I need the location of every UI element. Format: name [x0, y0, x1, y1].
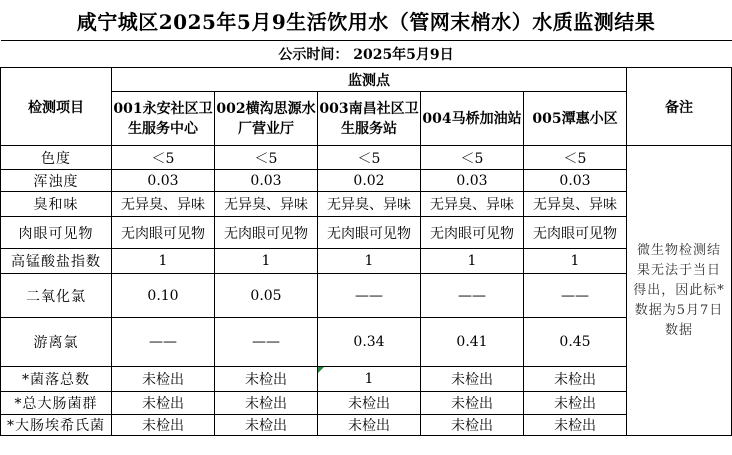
cell-value: —— — [215, 318, 318, 367]
table-row — [1, 217, 732, 249]
cell-value: 无异臭、异味 — [318, 192, 421, 217]
cell-value: 未检出 — [524, 392, 627, 415]
table-row — [1, 274, 732, 318]
cell-value: 无异臭、异味 — [215, 192, 318, 217]
cell-value: 未检出 — [112, 367, 215, 392]
row-label: 肉眼可见物 — [1, 217, 112, 249]
cell-value: 无异臭、异味 — [524, 192, 627, 217]
cell-value: 无肉眼可见物 — [421, 217, 524, 249]
cell-value: 未检出 — [524, 367, 627, 392]
table-row — [1, 170, 732, 192]
table-row — [1, 392, 732, 415]
row-label: 二氧化氯 — [1, 274, 112, 318]
table-row — [1, 192, 732, 217]
site-header-1: 001永安社区卫生服务中心 — [112, 92, 215, 146]
cell-value: ＜5 — [318, 146, 421, 170]
cell-value: 0.34 — [318, 318, 421, 367]
cell-value: 未检出 — [421, 367, 524, 392]
cell-value: 无异臭、异味 — [421, 192, 524, 217]
cell-value: 未检出 — [215, 415, 318, 436]
cell-value: 0.45 — [524, 318, 627, 367]
site-header-5: 005潭惠小区 — [524, 92, 627, 146]
publish-time: 公示时间： 2025年5月9日 — [1, 41, 732, 68]
cell-value: 1 — [524, 249, 627, 274]
cell-value: 未检出 — [318, 392, 421, 415]
row-label: *菌落总数 — [1, 367, 112, 392]
cell-value: 无异臭、异味 — [112, 192, 215, 217]
cell-value: 未检出 — [215, 367, 318, 392]
cell-value: 1 — [112, 249, 215, 274]
cell-value: 未检出 — [112, 392, 215, 415]
cell-value: ＜5 — [112, 146, 215, 170]
cell-value: 未检出 — [524, 415, 627, 436]
remarks-note: 微生物检测结果无法于当日得出，因此标*数据为5月7日数据 — [627, 146, 732, 436]
cell-value: 1 — [215, 249, 318, 274]
cell-value: 1 — [318, 367, 421, 392]
cell-value: 0.05 — [215, 274, 318, 318]
cell-value: 未检出 — [215, 392, 318, 415]
cell-value: 0.41 — [421, 318, 524, 367]
cell-value: 0.10 — [112, 274, 215, 318]
row-label: 浑浊度 — [1, 170, 112, 192]
cell-value: 未检出 — [421, 415, 524, 436]
row-label: *大肠埃希氏菌 — [1, 415, 112, 436]
cell-value: 未检出 — [112, 415, 215, 436]
cell-value: 无肉眼可见物 — [524, 217, 627, 249]
row-label: *总大肠菌群 — [1, 392, 112, 415]
header-item: 检测项目 — [1, 68, 112, 146]
cell-value: 0.02 — [318, 170, 421, 192]
cell-value: ＜5 — [524, 146, 627, 170]
cell-value: 无肉眼可见物 — [318, 217, 421, 249]
table-row — [1, 318, 732, 367]
table-row — [1, 367, 732, 392]
table-row — [1, 249, 732, 274]
row-label: 高锰酸盐指数 — [1, 249, 112, 274]
cell-value: —— — [421, 274, 524, 318]
cell-value: 0.03 — [524, 170, 627, 192]
cell-value: 0.03 — [112, 170, 215, 192]
table-row — [1, 415, 732, 436]
site-header-3: 003南昌社区卫生服务站 — [318, 92, 421, 146]
cell-value: —— — [318, 274, 421, 318]
cell-value: 1 — [421, 249, 524, 274]
cell-value: —— — [524, 274, 627, 318]
cell-value: 无肉眼可见物 — [215, 217, 318, 249]
header-monitoring-points: 监测点 — [112, 68, 627, 92]
cell-value: 未检出 — [318, 415, 421, 436]
cell-value: 1 — [318, 249, 421, 274]
row-label: 臭和味 — [1, 192, 112, 217]
cell-value: 0.03 — [215, 170, 318, 192]
cell-value: ＜5 — [215, 146, 318, 170]
cell-value: —— — [112, 318, 215, 367]
row-label: 色度 — [1, 146, 112, 170]
cell-value: 0.03 — [421, 170, 524, 192]
site-header-4: 004马桥加油站 — [421, 92, 524, 146]
table-row — [1, 146, 732, 170]
site-header-2: 002横沟思源水厂营业厅 — [215, 92, 318, 146]
cell-value: 未检出 — [421, 392, 524, 415]
cell-value: ＜5 — [421, 146, 524, 170]
row-label: 游离氯 — [1, 318, 112, 367]
cell-value: 无肉眼可见物 — [112, 217, 215, 249]
page-title: 咸宁城区2025年5月9生活饮用水（管网末梢水）水质监测结果 — [76, 9, 656, 34]
header-remarks: 备注 — [627, 68, 732, 146]
